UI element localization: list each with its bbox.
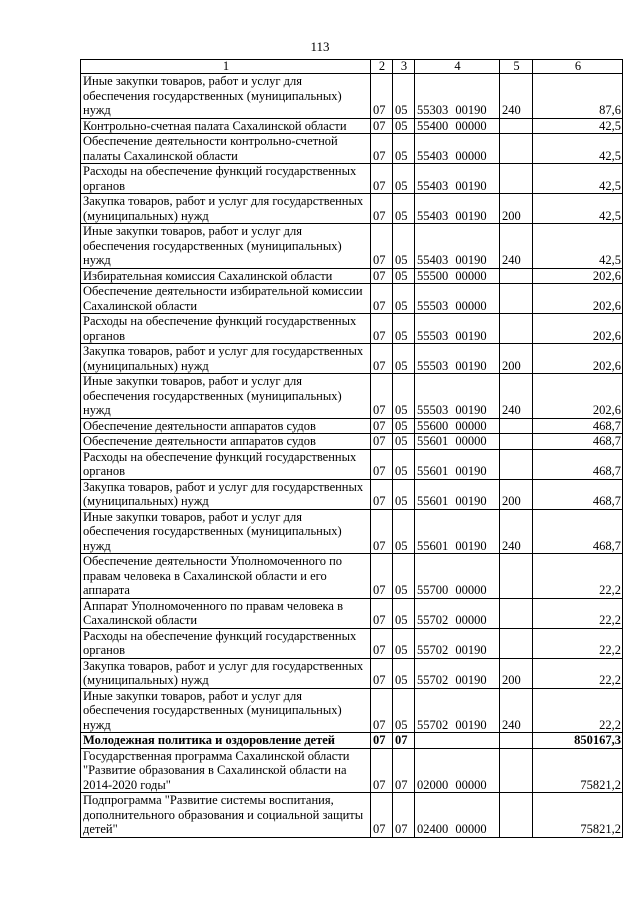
row-code-subsection: 05	[393, 509, 415, 554]
table-row	[81, 733, 623, 749]
row-target-article: 55403 00190	[415, 164, 500, 194]
row-description: Подпрограмма "Развитие системы воспитания, дополнительного образования и социальной защиты детей"	[81, 793, 371, 838]
row-code-subsection: 05	[393, 598, 415, 628]
table-row	[81, 628, 623, 658]
table-row	[81, 224, 623, 269]
table-row	[81, 284, 623, 314]
row-code-section: 07	[371, 134, 393, 164]
row-description: Закупка товаров, работ и услуг для государственных (муниципальных) нужд	[81, 344, 371, 374]
row-amount: 42,5	[533, 164, 623, 194]
row-description: Закупка товаров, работ и услуг для государственных (муниципальных) нужд	[81, 479, 371, 509]
row-target-article: 55601 00190	[415, 449, 500, 479]
row-code-subsection: 05	[393, 479, 415, 509]
row-code-section: 07	[371, 479, 393, 509]
row-code-section: 07	[371, 268, 393, 284]
row-code-section: 07	[371, 509, 393, 554]
row-description: Государственная программа Сахалинской области "Развитие образования в Сахалинской области на 2014-2020 годы"	[81, 748, 371, 793]
row-description: Обеспечение деятельности избирательной комиссии Сахалинской области	[81, 284, 371, 314]
row-expense-type: 240	[500, 688, 533, 733]
table-row	[81, 434, 623, 450]
row-target-article: 55601 00190	[415, 509, 500, 554]
row-code-subsection: 05	[393, 344, 415, 374]
column-header-1: 1	[81, 60, 371, 74]
table-row	[81, 314, 623, 344]
table-row	[81, 748, 623, 793]
budget-table	[80, 59, 623, 838]
row-description: Расходы на обеспечение функций государственных органов	[81, 449, 371, 479]
row-expense-type	[500, 134, 533, 164]
row-amount: 22,2	[533, 688, 623, 733]
column-header-2: 2	[371, 60, 393, 74]
row-amount: 42,5	[533, 194, 623, 224]
table-row	[81, 164, 623, 194]
row-code-section: 07	[371, 688, 393, 733]
row-description: Иные закупки товаров, работ и услуг для обеспечения государственных (муниципальных) нужд	[81, 688, 371, 733]
row-target-article: 55601 00000	[415, 434, 500, 450]
table-row	[81, 374, 623, 419]
row-description: Обеспечение деятельности аппаратов судов	[81, 434, 371, 450]
row-code-section: 07	[371, 164, 393, 194]
row-target-article: 55503 00000	[415, 284, 500, 314]
table-row	[81, 688, 623, 733]
row-code-subsection: 05	[393, 194, 415, 224]
row-expense-type	[500, 449, 533, 479]
row-code-subsection: 05	[393, 118, 415, 134]
row-target-article	[415, 733, 500, 749]
table-row	[81, 134, 623, 164]
table-header-row	[81, 60, 623, 74]
row-expense-type: 200	[500, 658, 533, 688]
row-code-subsection: 05	[393, 374, 415, 419]
table-body	[81, 74, 623, 838]
row-expense-type	[500, 268, 533, 284]
row-expense-type: 240	[500, 224, 533, 269]
row-code-section: 07	[371, 434, 393, 450]
row-expense-type	[500, 118, 533, 134]
table-row	[81, 118, 623, 134]
row-code-subsection: 05	[393, 434, 415, 450]
row-code-subsection: 07	[393, 793, 415, 838]
row-code-subsection: 05	[393, 628, 415, 658]
row-code-subsection: 05	[393, 224, 415, 269]
row-amount: 468,7	[533, 509, 623, 554]
row-amount: 202,6	[533, 344, 623, 374]
row-description: Расходы на обеспечение функций государственных органов	[81, 164, 371, 194]
row-expense-type	[500, 434, 533, 450]
row-amount: 42,5	[533, 134, 623, 164]
row-target-article: 55303 00190	[415, 74, 500, 119]
row-code-section: 07	[371, 449, 393, 479]
row-amount: 202,6	[533, 268, 623, 284]
row-amount: 75821,2	[533, 748, 623, 793]
row-code-section: 07	[371, 598, 393, 628]
row-amount: 42,5	[533, 224, 623, 269]
row-amount: 22,2	[533, 658, 623, 688]
row-code-subsection: 05	[393, 449, 415, 479]
row-description: Закупка товаров, работ и услуг для государственных (муниципальных) нужд	[81, 658, 371, 688]
table-row	[81, 479, 623, 509]
row-target-article: 02000 00000	[415, 748, 500, 793]
row-description: Расходы на обеспечение функций государственных органов	[81, 628, 371, 658]
row-expense-type: 200	[500, 344, 533, 374]
column-header-5: 5	[500, 60, 533, 74]
row-amount: 22,2	[533, 628, 623, 658]
table-row	[81, 194, 623, 224]
row-code-section: 07	[371, 748, 393, 793]
row-expense-type	[500, 628, 533, 658]
row-code-subsection: 05	[393, 284, 415, 314]
page-number: 113	[310, 39, 330, 54]
row-description: Обеспечение деятельности аппаратов судов	[81, 418, 371, 434]
table-row	[81, 554, 623, 599]
row-code-subsection: 07	[393, 748, 415, 793]
row-amount: 202,6	[533, 374, 623, 419]
row-description: Иные закупки товаров, работ и услуг для обеспечения государственных (муниципальных) нужд	[81, 74, 371, 119]
row-amount: 468,7	[533, 479, 623, 509]
column-header-4: 4	[415, 60, 500, 74]
row-expense-type	[500, 554, 533, 599]
row-expense-type	[500, 733, 533, 749]
row-code-section: 07	[371, 658, 393, 688]
row-code-section: 07	[371, 418, 393, 434]
row-description: Обеспечение деятельности контрольно-счетной палаты Сахалинской области	[81, 134, 371, 164]
row-target-article: 55503 00190	[415, 314, 500, 344]
row-amount: 202,6	[533, 314, 623, 344]
row-code-section: 07	[371, 194, 393, 224]
table-row	[81, 658, 623, 688]
table-row	[81, 793, 623, 838]
row-amount: 22,2	[533, 554, 623, 599]
row-code-section: 07	[371, 284, 393, 314]
row-amount: 850167,3	[533, 733, 623, 749]
row-description: Закупка товаров, работ и услуг для государственных (муниципальных) нужд	[81, 194, 371, 224]
row-expense-type	[500, 748, 533, 793]
row-amount: 42,5	[533, 118, 623, 134]
table-row	[81, 509, 623, 554]
row-target-article: 55400 00000	[415, 118, 500, 134]
row-target-article: 55702 00000	[415, 598, 500, 628]
row-amount: 468,7	[533, 434, 623, 450]
row-description: Контрольно-счетная палата Сахалинской области	[81, 118, 371, 134]
row-code-subsection: 05	[393, 554, 415, 599]
column-header-6: 6	[533, 60, 623, 74]
row-expense-type	[500, 314, 533, 344]
row-amount: 75821,2	[533, 793, 623, 838]
row-target-article: 55403 00190	[415, 194, 500, 224]
row-expense-type	[500, 793, 533, 838]
row-description: Расходы на обеспечение функций государственных органов	[81, 314, 371, 344]
row-code-subsection: 05	[393, 134, 415, 164]
row-expense-type: 240	[500, 74, 533, 119]
row-description: Молодежная политика и оздоровление детей	[81, 733, 371, 749]
row-code-subsection: 05	[393, 164, 415, 194]
row-code-section: 07	[371, 344, 393, 374]
row-target-article: 55601 00190	[415, 479, 500, 509]
row-code-subsection: 05	[393, 74, 415, 119]
row-code-subsection: 05	[393, 314, 415, 344]
row-code-subsection: 05	[393, 688, 415, 733]
row-code-section: 07	[371, 733, 393, 749]
row-target-article: 02400 00000	[415, 793, 500, 838]
row-target-article: 55403 00000	[415, 134, 500, 164]
row-code-section: 07	[371, 374, 393, 419]
row-expense-type: 200	[500, 194, 533, 224]
column-header-3: 3	[393, 60, 415, 74]
row-amount: 22,2	[533, 598, 623, 628]
row-description: Иные закупки товаров, работ и услуг для обеспечения государственных (муниципальных) нужд	[81, 224, 371, 269]
row-code-section: 07	[371, 554, 393, 599]
row-expense-type	[500, 284, 533, 314]
row-expense-type: 240	[500, 374, 533, 419]
row-target-article: 55500 00000	[415, 268, 500, 284]
row-description: Иные закупки товаров, работ и услуг для обеспечения государственных (муниципальных) нужд	[81, 374, 371, 419]
row-target-article: 55600 00000	[415, 418, 500, 434]
row-code-section: 07	[371, 314, 393, 344]
table-row	[81, 268, 623, 284]
row-amount: 468,7	[533, 449, 623, 479]
row-code-subsection: 05	[393, 268, 415, 284]
row-expense-type: 240	[500, 509, 533, 554]
row-expense-type	[500, 598, 533, 628]
table-row	[81, 449, 623, 479]
row-target-article: 55702 00190	[415, 628, 500, 658]
row-amount: 468,7	[533, 418, 623, 434]
row-target-article: 55503 00190	[415, 344, 500, 374]
row-code-section: 07	[371, 628, 393, 658]
row-description: Аппарат Уполномоченного по правам человека в Сахалинской области	[81, 598, 371, 628]
row-description: Обеспечение деятельности Уполномоченного по правам человека в Сахалинской области и его аппарата	[81, 554, 371, 599]
table-row	[81, 74, 623, 119]
row-target-article: 55503 00190	[415, 374, 500, 419]
row-target-article: 55700 00000	[415, 554, 500, 599]
table-row	[81, 598, 623, 628]
row-expense-type	[500, 418, 533, 434]
row-target-article: 55702 00190	[415, 658, 500, 688]
row-target-article: 55702 00190	[415, 688, 500, 733]
row-description: Избирательная комиссия Сахалинской области	[81, 268, 371, 284]
row-code-subsection: 05	[393, 658, 415, 688]
row-amount: 202,6	[533, 284, 623, 314]
row-code-subsection: 07	[393, 733, 415, 749]
row-code-section: 07	[371, 118, 393, 134]
row-expense-type: 200	[500, 479, 533, 509]
row-target-article: 55403 00190	[415, 224, 500, 269]
row-amount: 87,6	[533, 74, 623, 119]
row-code-section: 07	[371, 74, 393, 119]
table-row	[81, 418, 623, 434]
row-code-section: 07	[371, 224, 393, 269]
row-code-subsection: 05	[393, 418, 415, 434]
table-row	[81, 344, 623, 374]
row-expense-type	[500, 164, 533, 194]
row-description: Иные закупки товаров, работ и услуг для обеспечения государственных (муниципальных) нужд	[81, 509, 371, 554]
row-code-section: 07	[371, 793, 393, 838]
